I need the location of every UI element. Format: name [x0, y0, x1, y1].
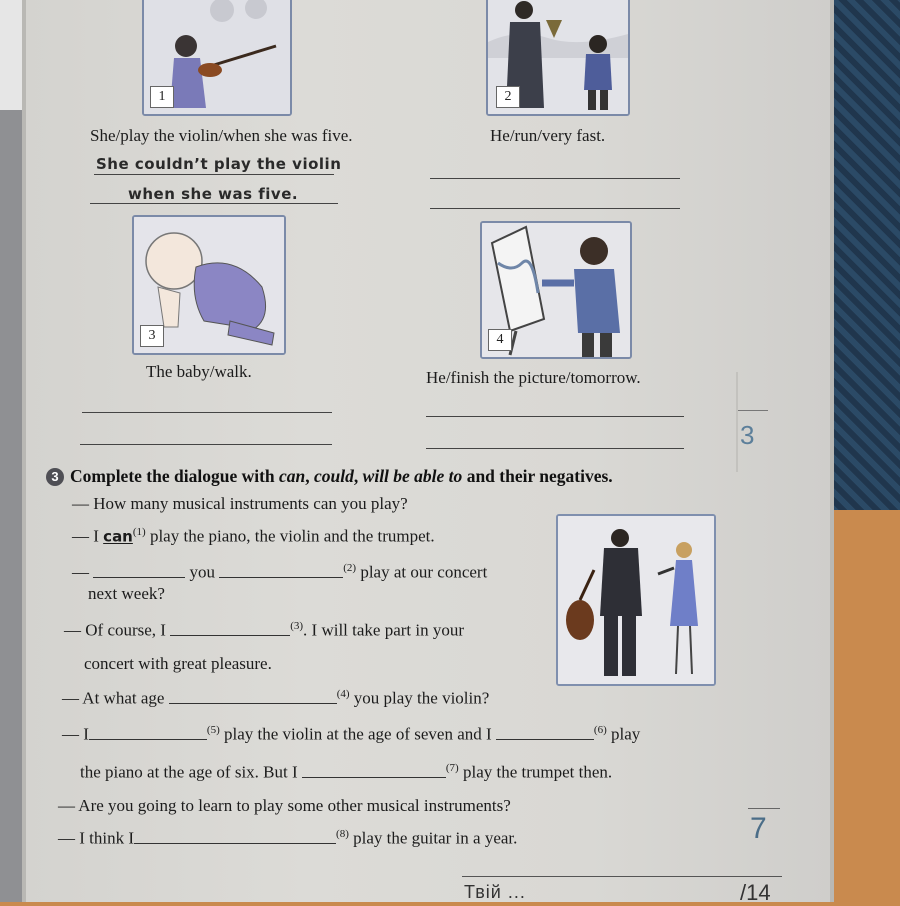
blank-3[interactable] — [170, 621, 290, 636]
dialogue-line-1: — How many musical instruments can you play? — [72, 494, 408, 513]
dialogue-line-9 — [80, 762, 612, 783]
side-tab-number-lower: 7 — [750, 812, 767, 845]
picture-number: 1 — [150, 86, 174, 108]
caption-picture-3: The baby/walk. — [146, 362, 252, 381]
task-title-can: can — [279, 466, 306, 486]
dialogue-line-7 — [62, 688, 489, 709]
task-title-will: will be able to — [362, 466, 463, 486]
caption-picture-4: He/finish the picture/tomorrow. — [426, 368, 641, 387]
answer-line-1-text: She couldn’t play the violin — [96, 155, 342, 173]
blank-5[interactable] — [89, 725, 207, 740]
blank-index: (3) — [290, 620, 304, 632]
blank-2a[interactable] — [93, 563, 185, 578]
picture-number: 4 — [488, 329, 512, 351]
task-title-end: and their negatives. — [462, 466, 613, 486]
handwritten-answer-1: can — [103, 527, 133, 546]
dialogue-text: you play the violin? — [349, 688, 490, 708]
dialogue-line-4: next week? — [88, 584, 165, 603]
dialogue-text: — I — [62, 724, 89, 744]
dialogue-line-2 — [72, 526, 435, 547]
blank-7[interactable] — [302, 763, 446, 778]
dialogue-text: — I — [72, 526, 104, 546]
dialogue-text: — At what age — [62, 688, 169, 708]
dialogue-text: . I will take part in your — [303, 620, 465, 640]
task-title-sep: , — [353, 466, 363, 486]
dialogue-text: play the piano, the violin and the trumpet. — [145, 526, 435, 546]
picture-4-painting — [480, 221, 632, 359]
caption-picture-1: She/play the violin/when she was five. — [90, 126, 353, 145]
picture-1-girl-violin — [142, 0, 292, 116]
footer-text: Твій ... — [464, 882, 526, 902]
picture-dialogue-concert — [556, 514, 716, 686]
dialogue-text: the piano at the age of six. But I — [80, 762, 302, 782]
task-number-badge: 3 — [46, 468, 64, 486]
side-tab-number-upper: 3 — [740, 420, 755, 450]
dialogue-line-5 — [64, 620, 464, 641]
blank-index: (4) — [336, 688, 350, 700]
dialogue-line-3 — [72, 562, 487, 583]
dialogue-text: — — [72, 562, 89, 582]
dialogue-line-11 — [58, 828, 517, 849]
picture-2-trophy — [486, 0, 630, 116]
answer-line-p4-2[interactable] — [426, 448, 684, 449]
blank-index: (7) — [445, 762, 459, 774]
dialogue-line-10: — Are you going to learn to play some other musical instruments? — [58, 796, 511, 815]
picture-number: 2 — [496, 86, 520, 108]
task-title-part: Complete the dialogue with — [70, 466, 280, 486]
picture-number: 3 — [140, 325, 164, 347]
page-number: /14 — [740, 880, 771, 905]
dialogue-text: — I think I — [58, 828, 135, 848]
blank-6[interactable] — [496, 725, 594, 740]
dialogue-text: play the trumpet then. — [458, 762, 613, 782]
dialogue-text: play at our concert — [356, 562, 488, 582]
blank-index: (2) — [343, 562, 357, 574]
dialogue-line-6: concert with great pleasure. — [84, 654, 272, 673]
answer-line-p3-2[interactable] — [80, 444, 332, 445]
blank-index: (8) — [336, 828, 349, 840]
blank-8[interactable] — [134, 829, 336, 844]
answer-line-p2-2[interactable] — [430, 208, 680, 209]
answer-line-p4-1[interactable] — [426, 416, 684, 417]
dialogue-text: play the violin at the age of seven and I — [219, 724, 496, 744]
dialogue-text: play — [606, 724, 641, 744]
task-title-could: could — [314, 466, 354, 486]
caption-picture-2: He/run/very fast. — [490, 126, 606, 145]
dialogue-text: — Of course, I — [64, 620, 171, 640]
dialogue-line-8 — [62, 724, 640, 745]
answer-line-1 — [94, 174, 334, 175]
blank-index: (6) — [593, 724, 607, 736]
side-tab-divider — [738, 410, 768, 411]
dialogue-text: you — [185, 562, 220, 582]
dialogue-text: play the guitar in a year. — [348, 828, 518, 848]
blank-index: (1) — [132, 526, 146, 538]
picture-3-baby — [132, 215, 286, 355]
side-tab-divider-lower — [748, 808, 780, 809]
blank-index: (5) — [206, 724, 220, 736]
task-3-heading — [46, 466, 613, 487]
blank-2b[interactable] — [219, 563, 343, 578]
answer-line-2 — [90, 203, 338, 204]
footer-rule — [462, 876, 782, 877]
answer-line-2-text: when she was five. — [128, 185, 299, 203]
task-title-sep: , — [305, 466, 315, 486]
blank-4[interactable] — [169, 689, 337, 704]
answer-line-p3-1[interactable] — [82, 412, 332, 413]
answer-line-p2-1[interactable] — [430, 178, 680, 179]
